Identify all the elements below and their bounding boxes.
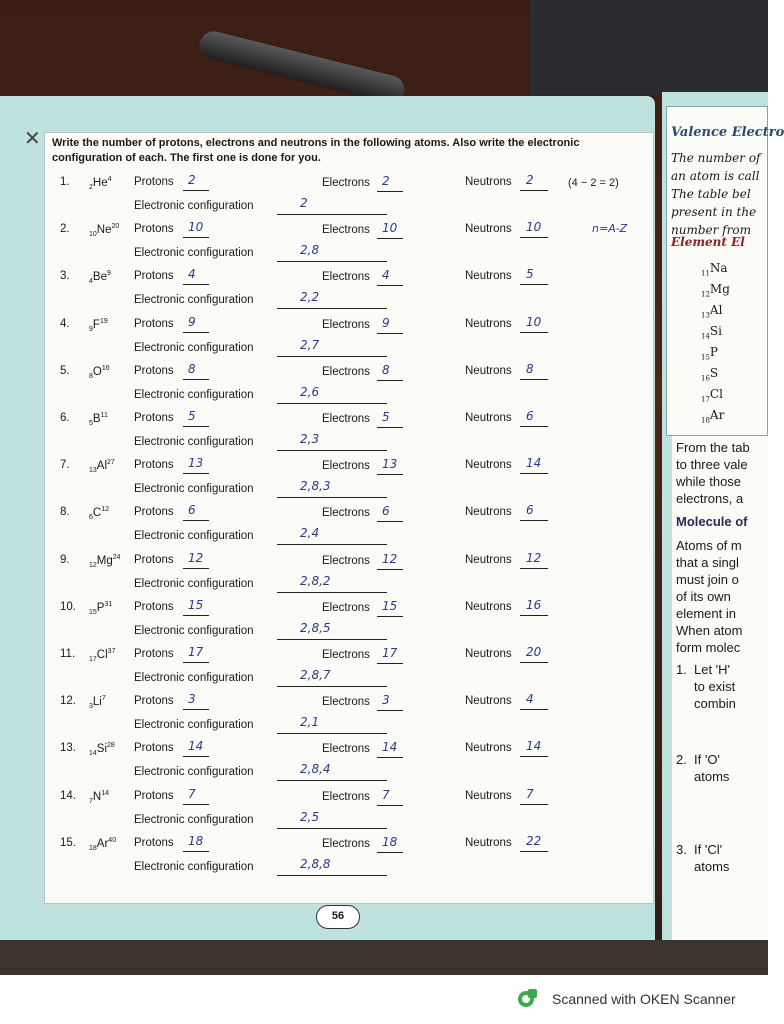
- right-page-body-line: electrons, a: [676, 491, 744, 506]
- electrons-label: Electrons: [322, 224, 370, 236]
- config-blank: [277, 828, 387, 829]
- protons-answer: 5: [188, 409, 196, 423]
- element-table-entry: $_{17}$Cl: [701, 387, 723, 404]
- atom-symbol: $_5B^{11}$: [89, 412, 108, 428]
- atom-symbol: $_{13}Al^{27}$: [89, 459, 115, 475]
- protons-blank: [183, 332, 209, 333]
- config-answer: 2,4: [300, 526, 320, 540]
- row-number: 12.: [60, 695, 76, 707]
- element-table-entry: $_{16}$S: [701, 366, 719, 383]
- protons-blank: [183, 709, 209, 710]
- neutrons-blank: [520, 332, 548, 333]
- config-label: Electronic configuration: [134, 483, 254, 495]
- right-page-body-line: must join o: [676, 572, 739, 587]
- list-number: 2.: [676, 752, 687, 767]
- config-label: Electronic configuration: [134, 389, 254, 401]
- electrons-blank: [377, 380, 403, 381]
- electrons-answer: 12: [382, 552, 398, 566]
- neutrons-blank: [520, 709, 548, 710]
- protons-blank: [183, 851, 209, 852]
- neutrons-blank: [520, 237, 548, 238]
- electrons-blank: [377, 474, 403, 475]
- protons-blank: [183, 237, 209, 238]
- protons-label: Protons: [134, 554, 174, 566]
- electrons-label: Electrons: [322, 649, 370, 661]
- molecule-heading: Molecule of: [676, 514, 748, 529]
- neutrons-label: Neutrons: [465, 742, 512, 754]
- neutrons-answer: 7: [526, 787, 534, 801]
- neutrons-blank: [520, 568, 548, 569]
- config-label: Electronic configuration: [134, 342, 254, 354]
- element-table-entry: $_{13}$Al: [701, 303, 723, 320]
- atom-symbol: $_{12}Mg^{24}$: [89, 554, 121, 570]
- right-page-body-line: Atoms of m: [676, 538, 742, 553]
- worked-example-note: (4 − 2 = 2): [568, 177, 619, 189]
- config-answer: 2,2: [300, 290, 320, 304]
- neutrons-answer: 6: [526, 503, 534, 517]
- neutrons-label: Neutrons: [465, 318, 512, 330]
- protons-answer: 10: [188, 220, 204, 234]
- config-label: Electronic configuration: [134, 530, 254, 542]
- row-number: 5.: [60, 365, 70, 377]
- neutrons-answer: 8: [526, 362, 534, 376]
- row-number: 6.: [60, 412, 70, 424]
- neutrons-answer: 22: [526, 834, 542, 848]
- electrons-label: Electrons: [322, 271, 370, 283]
- scanner-watermark-text: Scanned with OKEN Scanner: [552, 991, 736, 1007]
- element-table-entry: $_{18}$Ar: [701, 408, 725, 425]
- right-page-line: present in the: [671, 205, 757, 219]
- right-page-body-line: to three vale: [676, 457, 748, 472]
- config-label: Electronic configuration: [134, 436, 254, 448]
- config-label: Electronic configuration: [134, 200, 254, 212]
- row-number: 13.: [60, 742, 76, 754]
- protons-blank: [183, 426, 209, 427]
- margin-formula-note: n=A-Z: [592, 222, 628, 235]
- neutrons-blank: [520, 190, 548, 191]
- atom-symbol: $_9F^{19}$: [89, 318, 108, 334]
- protons-blank: [183, 379, 209, 380]
- right-page-line: The table bel: [671, 187, 751, 201]
- neutrons-label: Neutrons: [465, 459, 512, 471]
- neutrons-answer: 10: [526, 220, 542, 234]
- row-number: 7.: [60, 459, 70, 471]
- protons-answer: 13: [188, 456, 204, 470]
- atom-symbol: $_6C^{12}$: [89, 506, 110, 522]
- protons-answer: 17: [188, 645, 204, 659]
- row-number: 4.: [60, 318, 70, 330]
- protons-label: Protons: [134, 412, 174, 424]
- electrons-answer: 15: [382, 599, 398, 613]
- protons-blank: [183, 804, 209, 805]
- electrons-blank: [377, 616, 403, 617]
- protons-answer: 8: [188, 362, 196, 376]
- electrons-answer: 3: [382, 693, 390, 707]
- atom-symbol: $_{14}Si^{28}$: [89, 742, 115, 758]
- config-answer: 2,8,8: [300, 857, 331, 871]
- protons-blank: [183, 662, 209, 663]
- list-line: atoms: [694, 769, 730, 784]
- neutrons-label: Neutrons: [465, 176, 512, 188]
- element-table-header: Element El: [671, 235, 745, 249]
- electrons-blank: [377, 757, 403, 758]
- config-blank: [277, 497, 387, 498]
- config-answer: 2,7: [300, 338, 320, 352]
- neutrons-label: Neutrons: [465, 554, 512, 566]
- config-blank: [277, 356, 387, 357]
- protons-answer: 9: [188, 315, 196, 329]
- electrons-blank: [377, 710, 403, 711]
- list-line: atoms: [694, 859, 730, 874]
- right-page-body-line: From the tab: [676, 440, 750, 455]
- config-answer: 2,8,7: [300, 668, 331, 682]
- protons-label: Protons: [134, 601, 174, 613]
- atom-symbol: $_7N^{14}$: [89, 790, 110, 806]
- atom-symbol: $_4Be^9$: [89, 270, 111, 286]
- right-page-body-line: while those: [676, 474, 742, 489]
- neutrons-label: Neutrons: [465, 412, 512, 424]
- electrons-answer: 17: [382, 646, 398, 660]
- list-number: 1.: [676, 662, 687, 677]
- neutrons-blank: [520, 851, 548, 852]
- row-number: 3.: [60, 270, 70, 282]
- electrons-blank: [377, 333, 403, 334]
- electrons-blank: [377, 852, 403, 853]
- config-label: Electronic configuration: [134, 578, 254, 590]
- electrons-label: Electrons: [322, 555, 370, 567]
- config-label: Electronic configuration: [134, 247, 254, 259]
- atom-symbol: $_2He^4$: [89, 176, 112, 192]
- neutrons-blank: [520, 284, 548, 285]
- config-answer: 2,1: [300, 715, 320, 729]
- neutrons-label: Neutrons: [465, 365, 512, 377]
- protons-label: Protons: [134, 837, 174, 849]
- electrons-blank: [377, 427, 403, 428]
- protons-answer: 7: [188, 787, 196, 801]
- config-blank: [277, 544, 387, 545]
- config-blank: [277, 403, 387, 404]
- row-number: 1.: [60, 176, 70, 188]
- electrons-answer: 18: [382, 835, 398, 849]
- neutrons-answer: 5: [526, 267, 534, 281]
- protons-answer: 4: [188, 267, 196, 281]
- protons-label: Protons: [134, 223, 174, 235]
- protons-label: Protons: [134, 790, 174, 802]
- config-answer: 2,3: [300, 432, 320, 446]
- right-page-body-line: element in: [676, 606, 736, 621]
- protons-blank: [183, 473, 209, 474]
- row-number: 14.: [60, 790, 76, 802]
- atom-symbol: $_{18}Ar^{40}$: [89, 837, 117, 853]
- electrons-blank: [377, 663, 403, 664]
- electrons-label: Electrons: [322, 791, 370, 803]
- neutrons-blank: [520, 756, 548, 757]
- element-table-entry: $_{11}$Na: [701, 261, 728, 278]
- row-number: 9.: [60, 554, 70, 566]
- neutrons-answer: 16: [526, 598, 542, 612]
- protons-blank: [183, 756, 209, 757]
- right-page-body-line: of its own: [676, 589, 731, 604]
- atom-symbol: $_8O^{16}$: [89, 365, 110, 381]
- electrons-answer: 7: [382, 788, 390, 802]
- right-page-line: number from: [671, 223, 751, 237]
- electrons-label: Electrons: [322, 319, 370, 331]
- config-label: Electronic configuration: [134, 625, 254, 637]
- neutrons-blank: [520, 379, 548, 380]
- config-answer: 2,6: [300, 385, 320, 399]
- protons-answer: 2: [188, 173, 196, 187]
- protons-label: Protons: [134, 270, 174, 282]
- electrons-label: Electrons: [322, 838, 370, 850]
- config-label: Electronic configuration: [134, 719, 254, 731]
- config-label: Electronic configuration: [134, 861, 254, 873]
- right-page-box-molecule: [672, 436, 768, 946]
- row-number: 10.: [60, 601, 76, 613]
- atom-symbol: $_3Li^7$: [89, 695, 106, 711]
- config-answer: 2,5: [300, 810, 320, 824]
- neutrons-label: Neutrons: [465, 790, 512, 802]
- neutrons-answer: 10: [526, 315, 542, 329]
- desk-bottom-strip: [0, 940, 768, 975]
- right-page-line: The number of: [671, 151, 761, 165]
- protons-blank: [183, 615, 209, 616]
- config-label: Electronic configuration: [134, 294, 254, 306]
- config-label: Electronic configuration: [134, 814, 254, 826]
- protons-label: Protons: [134, 695, 174, 707]
- protons-label: Protons: [134, 176, 174, 188]
- pencil-mark-icon: ✕: [24, 128, 41, 150]
- neutrons-answer: 2: [526, 173, 534, 187]
- config-label: Electronic configuration: [134, 766, 254, 778]
- electrons-label: Electrons: [322, 177, 370, 189]
- config-blank: [277, 780, 387, 781]
- electrons-blank: [377, 569, 403, 570]
- config-answer: 2: [300, 196, 308, 210]
- list-line: If 'Cl': [694, 842, 723, 857]
- neutrons-answer: 14: [526, 739, 542, 753]
- protons-blank: [183, 568, 209, 569]
- config-blank: [277, 308, 387, 309]
- neutrons-blank: [520, 615, 548, 616]
- config-answer: 2,8: [300, 243, 320, 257]
- neutrons-answer: 14: [526, 456, 542, 470]
- electrons-answer: 10: [382, 221, 398, 235]
- config-blank: [277, 261, 387, 262]
- config-blank: [277, 639, 387, 640]
- config-answer: 2,8,3: [300, 479, 331, 493]
- atom-symbol: $_{15}P^{31}$: [89, 601, 113, 617]
- electrons-label: Electrons: [322, 413, 370, 425]
- electrons-blank: [377, 805, 403, 806]
- neutrons-label: Neutrons: [465, 648, 512, 660]
- oken-logo-icon: [518, 991, 534, 1007]
- electrons-answer: 2: [382, 174, 390, 188]
- electrons-answer: 9: [382, 316, 390, 330]
- electrons-answer: 5: [382, 410, 390, 424]
- row-number: 2.: [60, 223, 70, 235]
- config-blank: [277, 592, 387, 593]
- config-answer: 2,8,5: [300, 621, 331, 635]
- config-blank: [277, 214, 387, 215]
- neutrons-blank: [520, 662, 548, 663]
- protons-answer: 12: [188, 551, 204, 565]
- electrons-answer: 13: [382, 457, 398, 471]
- right-page-title: Valence Electro: [671, 125, 784, 140]
- neutrons-label: Neutrons: [465, 695, 512, 707]
- neutrons-label: Neutrons: [465, 223, 512, 235]
- electrons-blank: [377, 238, 403, 239]
- protons-label: Protons: [134, 318, 174, 330]
- config-blank: [277, 875, 387, 876]
- neutrons-label: Neutrons: [465, 270, 512, 282]
- electrons-blank: [377, 191, 403, 192]
- protons-label: Protons: [134, 648, 174, 660]
- electrons-answer: 8: [382, 363, 390, 377]
- protons-answer: 14: [188, 739, 204, 753]
- electrons-blank: [377, 285, 403, 286]
- list-number: 3.: [676, 842, 687, 857]
- electrons-answer: 4: [382, 268, 390, 282]
- protons-answer: 15: [188, 598, 204, 612]
- neutrons-answer: 6: [526, 409, 534, 423]
- row-number: 15.: [60, 837, 76, 849]
- atom-symbol: $_{17}Cl^{37}$: [89, 648, 116, 664]
- row-number: 8.: [60, 506, 70, 518]
- neutrons-blank: [520, 473, 548, 474]
- right-page-body-line: When atom: [676, 623, 743, 638]
- neutrons-label: Neutrons: [465, 837, 512, 849]
- neutrons-label: Neutrons: [465, 601, 512, 613]
- right-page-body-line: that a singl: [676, 555, 739, 570]
- protons-blank: [183, 284, 209, 285]
- row-number: 11.: [60, 648, 76, 660]
- electrons-label: Electrons: [322, 696, 370, 708]
- protons-label: Protons: [134, 365, 174, 377]
- electrons-label: Electrons: [322, 366, 370, 378]
- protons-label: Protons: [134, 742, 174, 754]
- electrons-label: Electrons: [322, 743, 370, 755]
- protons-label: Protons: [134, 459, 174, 471]
- electrons-blank: [377, 521, 403, 522]
- list-line: Let 'H': [694, 662, 731, 677]
- element-table-entry: $_{14}$Si: [701, 324, 722, 341]
- protons-answer: 6: [188, 503, 196, 517]
- right-page-body-line: form molec: [676, 640, 741, 655]
- atom-symbol: $_{10}Ne^{20}$: [89, 223, 120, 239]
- config-label: Electronic configuration: [134, 672, 254, 684]
- electrons-label: Electrons: [322, 507, 370, 519]
- config-blank: [277, 686, 387, 687]
- neutrons-answer: 20: [526, 645, 542, 659]
- worksheet-instructions: Write the number of protons, electrons and neutrons in the following atoms. Also write the electronic configuration of each. The first one is done for you.: [52, 137, 580, 164]
- list-line: combin: [694, 696, 736, 711]
- right-page-line: an atom is call: [671, 169, 760, 183]
- electrons-answer: 6: [382, 504, 390, 518]
- list-line: If 'O': [694, 752, 720, 767]
- protons-blank: [183, 520, 209, 521]
- element-table-entry: $_{12}$Mg: [701, 282, 730, 299]
- neutrons-label: Neutrons: [465, 506, 512, 518]
- config-answer: 2,8,4: [300, 762, 331, 776]
- device-corner: [530, 0, 768, 95]
- neutrons-answer: 4: [526, 692, 534, 706]
- config-blank: [277, 450, 387, 451]
- protons-answer: 3: [188, 692, 196, 706]
- electrons-label: Electrons: [322, 460, 370, 472]
- neutrons-blank: [520, 426, 548, 427]
- protons-answer: 18: [188, 834, 204, 848]
- neutrons-blank: [520, 804, 548, 805]
- electrons-label: Electrons: [322, 602, 370, 614]
- electrons-answer: 14: [382, 740, 398, 754]
- page-number: 56: [316, 905, 360, 929]
- neutrons-answer: 12: [526, 551, 542, 565]
- list-line: to exist: [694, 679, 736, 694]
- config-blank: [277, 733, 387, 734]
- element-table-entry: $_{15}$P: [701, 345, 718, 362]
- protons-label: Protons: [134, 506, 174, 518]
- config-answer: 2,8,2: [300, 574, 331, 588]
- neutrons-blank: [520, 520, 548, 521]
- protons-blank: [183, 190, 209, 191]
- right-page-box-valence: [666, 106, 784, 436]
